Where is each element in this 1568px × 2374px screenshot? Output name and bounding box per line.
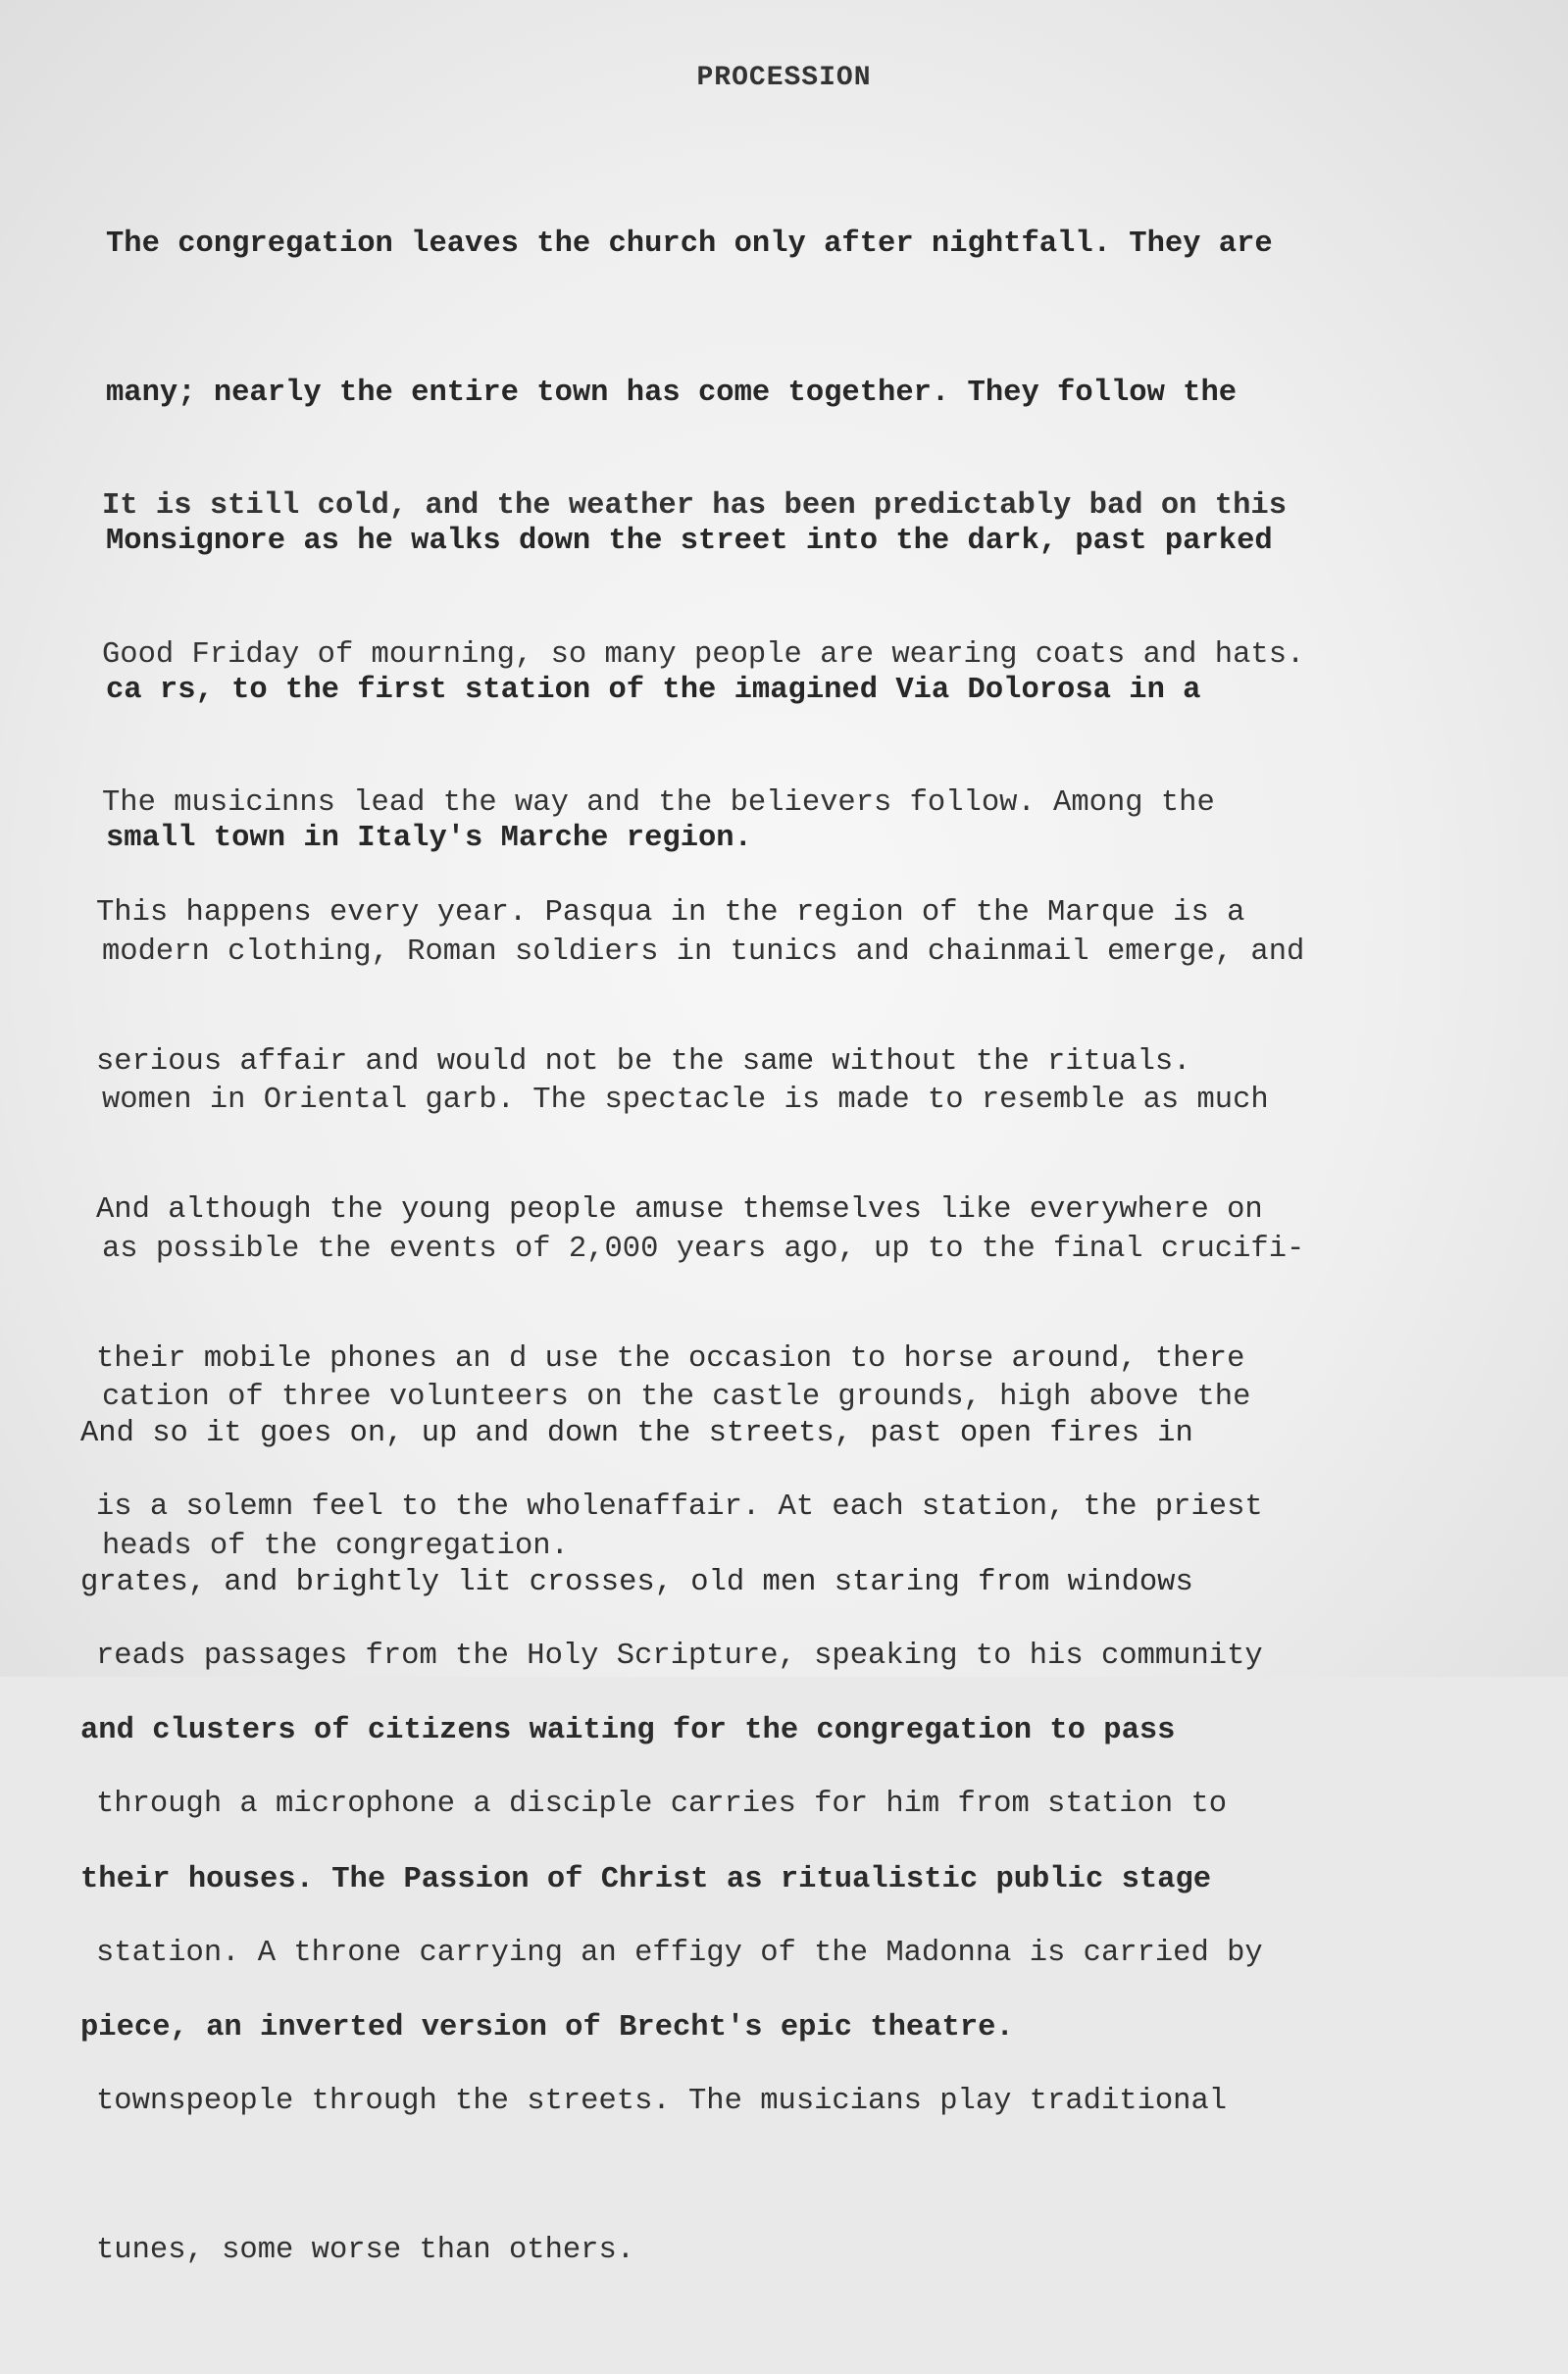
text-line: as possible the events of 2,000 years ago, up to the final crucifi- xyxy=(102,1232,1305,1266)
text-line: their mobile phones an d use the occasion to horse around, there xyxy=(96,1341,1245,1376)
text-line: station. A throne carrying an effigy of the Madonna is carried by xyxy=(96,1936,1263,1970)
text-line: Good Friday of mourning, so many people are wearing coats and hats. xyxy=(102,637,1305,672)
text-line: And although the young people amuse themselves like everywhere on xyxy=(96,1193,1263,1227)
text-line: through a microphone a disciple carries for him from station to xyxy=(96,1788,1228,1821)
text-line: ca rs, to the first station of the imagined Via Dolorosa in a xyxy=(106,673,1201,707)
text-line: many; nearly the entire town has come together. They follow the xyxy=(106,376,1238,410)
text-line: townspeople through the streets. The musicians play traditional xyxy=(96,2085,1228,2118)
text-line: Monsignore as he walks down the street into the dark, past parked xyxy=(106,525,1273,558)
text-line: modern clothing, Roman soldiers in tunics and chainmail emerge, and xyxy=(102,934,1305,969)
text-line: and clusters of citizens waiting for the congregation to pass xyxy=(80,1714,1176,1747)
paragraph-4 xyxy=(80,1310,1211,2152)
text-line: It is still cold, and the weather has been predictably bad on this xyxy=(102,489,1287,523)
text-line: is a solemn feel to the wholenaffair. At each station, the priest xyxy=(96,1490,1263,1524)
text-line: The congregation leaves the church only after nightfall. They are xyxy=(106,227,1273,261)
text-line: heads of the congregation. xyxy=(102,1529,569,1563)
text-line: serious affair and would not be the same without the rituals. xyxy=(96,1044,1191,1079)
text-line: tunes, some worse than others. xyxy=(96,2233,635,2267)
text-line: their houses. The Passion of Christ as ritualistic public stage xyxy=(80,1862,1212,1896)
page-title: PROCESSION xyxy=(696,63,872,93)
text-line: And so it goes on, up and down the streets, past open fires in xyxy=(80,1417,1193,1450)
text-line: grates, and brightly lit crosses, old men staring from windows xyxy=(80,1565,1193,1599)
text-line: piece, an inverted version of Brecht's epic theatre. xyxy=(80,2011,1014,2045)
text-line: small town in Italy's Marche region. xyxy=(106,822,752,855)
text-line: The musicinns lead the way and the believers follow. Among the xyxy=(102,786,1215,820)
text-line: women in Oriental garb. The spectacle is made to resemble as much xyxy=(102,1084,1269,1117)
text-line: cation of three volunteers on the castle grounds, high above the xyxy=(102,1381,1251,1414)
text-line: This happens every year. Pasqua in the region of the Marque is a xyxy=(96,896,1245,930)
text-line: reads passages from the Holy Scripture, speaking to his community xyxy=(96,1639,1263,1673)
